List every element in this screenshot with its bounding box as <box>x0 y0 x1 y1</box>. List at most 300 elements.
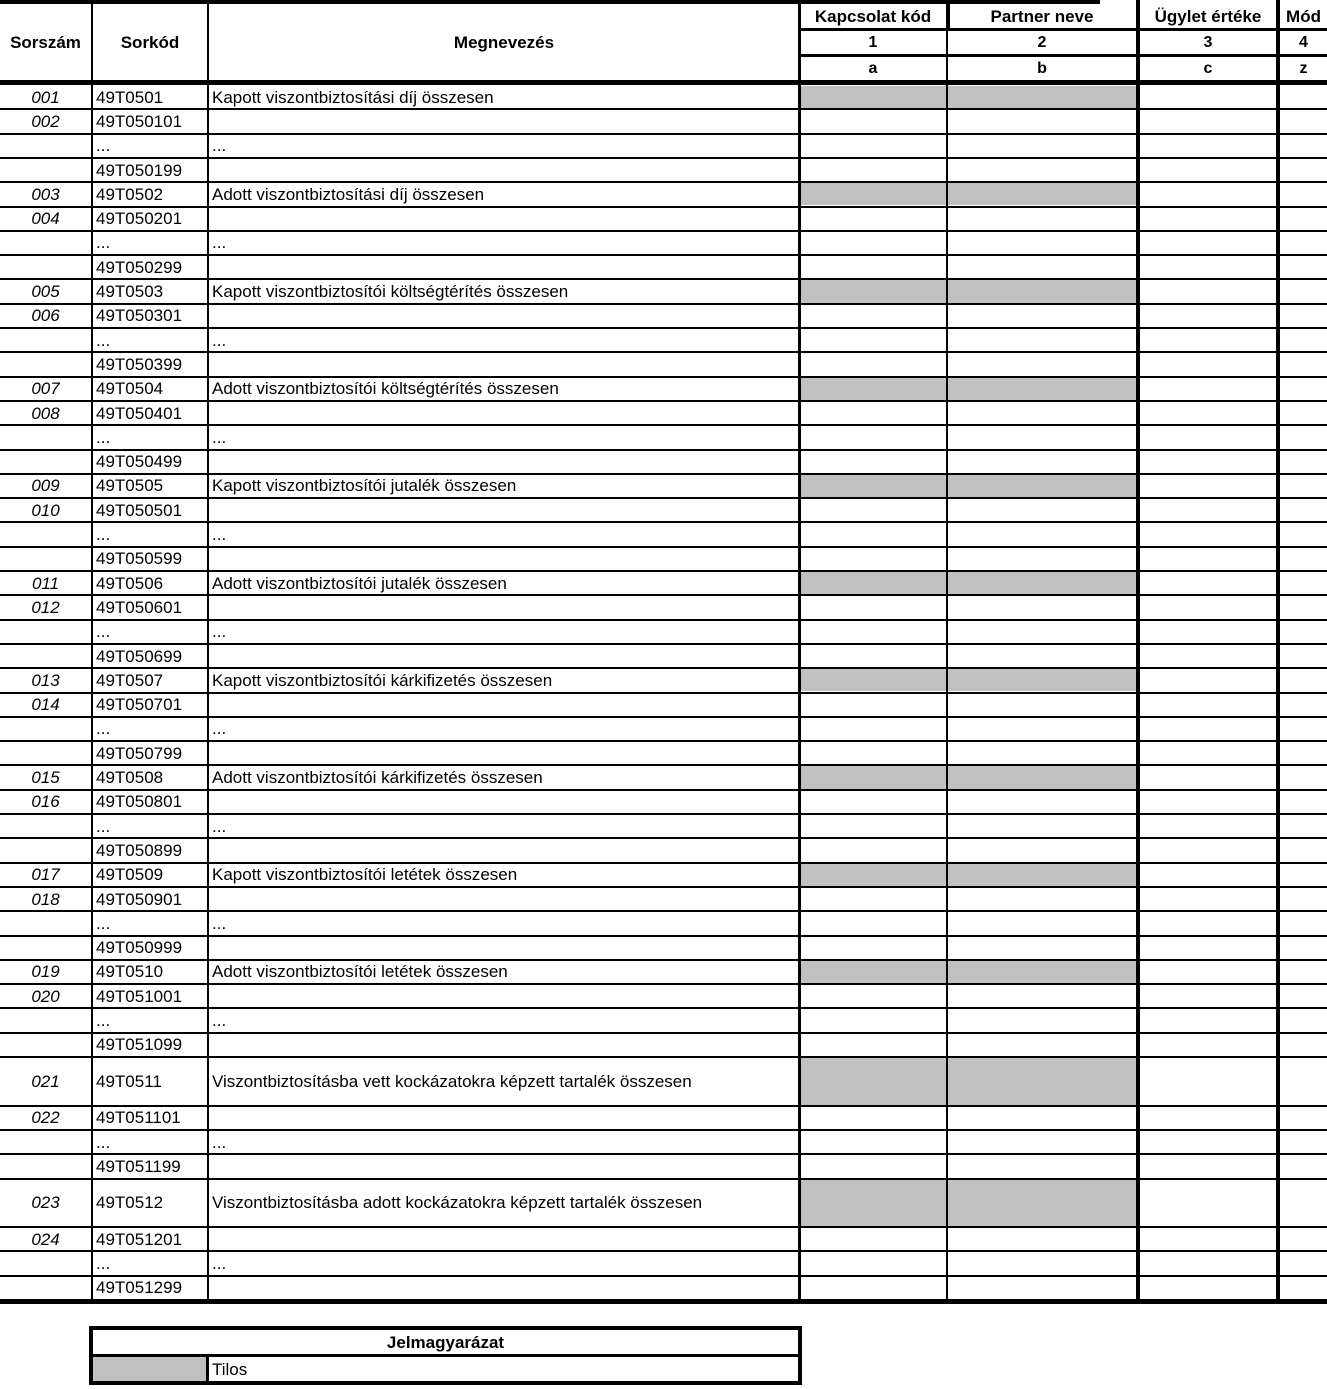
value-cell[interactable] <box>1278 232 1327 254</box>
header-sorszam: Sorszám <box>10 32 81 52</box>
value-cell[interactable] <box>800 402 946 424</box>
header-kapcsolat-kod: Kapcsolat kód <box>814 6 932 26</box>
value-cell[interactable] <box>1278 1277 1327 1299</box>
value-cell[interactable] <box>1138 1180 1276 1227</box>
row-number <box>0 522 91 546</box>
legend-border <box>798 1326 802 1385</box>
row-code: 49T050301 <box>96 306 183 326</box>
forbidden-cell <box>800 1180 946 1227</box>
value-cell[interactable] <box>1278 718 1327 740</box>
value-cell[interactable] <box>1278 596 1327 618</box>
value-cell[interactable] <box>800 256 946 278</box>
column-rule <box>946 4 950 28</box>
forbidden-cell <box>800 766 946 788</box>
value-cell[interactable] <box>948 839 1136 861</box>
row-code: 49T050901 <box>96 889 183 909</box>
value-cell[interactable] <box>1138 912 1276 934</box>
row-number: 005 <box>31 282 60 302</box>
value-cell[interactable] <box>1278 329 1327 351</box>
row-number: 023 <box>31 1193 60 1213</box>
value-cell[interactable] <box>800 694 946 716</box>
value-cell[interactable] <box>1138 208 1276 230</box>
row-number: 003 <box>31 184 60 204</box>
row-name <box>209 498 799 522</box>
value-cell[interactable] <box>1278 791 1327 813</box>
value-cell[interactable] <box>1278 766 1327 788</box>
value-cell[interactable] <box>1278 451 1327 473</box>
value-cell[interactable] <box>948 888 1136 910</box>
row-name <box>209 1154 799 1178</box>
row-name <box>209 450 799 474</box>
row-code: ... <box>96 525 111 545</box>
value-cell[interactable] <box>800 985 946 1007</box>
row-code: ... <box>96 1254 111 1274</box>
row-code: 49T050299 <box>96 257 183 277</box>
value-cell[interactable] <box>1278 378 1327 400</box>
value-cell[interactable] <box>1138 1131 1276 1153</box>
value-cell[interactable] <box>1138 937 1276 959</box>
value-cell[interactable] <box>1278 1009 1327 1031</box>
row-code: ... <box>96 913 111 933</box>
value-cell[interactable] <box>1278 159 1327 181</box>
value-cell[interactable] <box>1138 86 1276 108</box>
value-cell[interactable] <box>948 1107 1136 1129</box>
value-cell[interactable] <box>800 1131 946 1153</box>
value-cell[interactable] <box>948 329 1136 351</box>
value-cell[interactable] <box>1138 596 1276 618</box>
value-cell[interactable] <box>1138 645 1276 667</box>
row-name: Adott viszontbiztosítói kárkifizetés összesen <box>212 768 543 788</box>
value-cell[interactable] <box>1138 232 1276 254</box>
row-code: ... <box>96 622 111 642</box>
row-number: 017 <box>31 865 60 885</box>
row-name: Kapott viszontbiztosítói költségtérítés összesen <box>212 282 569 302</box>
row-name: Kapott viszontbiztosítói jutalék összesen <box>212 476 517 496</box>
value-cell[interactable] <box>948 159 1136 181</box>
value-cell[interactable] <box>1278 815 1327 837</box>
forbidden-cell <box>800 961 946 983</box>
value-cell[interactable] <box>1278 669 1327 691</box>
header-rule <box>800 28 1327 31</box>
forbidden-cell <box>948 1180 1136 1227</box>
value-cell[interactable] <box>948 451 1136 473</box>
value-cell[interactable] <box>1138 548 1276 570</box>
value-cell[interactable] <box>948 256 1136 278</box>
row-name <box>209 693 799 717</box>
value-cell[interactable] <box>1278 1155 1327 1177</box>
row-number: 018 <box>31 889 60 909</box>
row-number: 014 <box>31 695 60 715</box>
value-cell[interactable] <box>1278 256 1327 278</box>
value-cell[interactable] <box>948 1252 1136 1274</box>
legend-swatch <box>93 1357 206 1381</box>
value-cell[interactable] <box>948 305 1136 327</box>
value-cell[interactable] <box>800 523 946 545</box>
value-cell[interactable] <box>800 305 946 327</box>
row-name: Kapott viszontbiztosítási díj összesen <box>212 87 494 107</box>
row-code: 49T050399 <box>96 354 183 374</box>
row-name: Kapott viszontbiztosítói letétek összesen <box>212 865 518 885</box>
value-cell[interactable] <box>948 815 1136 837</box>
value-cell[interactable] <box>1138 378 1276 400</box>
value-cell[interactable] <box>1138 864 1276 886</box>
row-number: 020 <box>31 986 60 1006</box>
value-cell[interactable] <box>948 548 1136 570</box>
row-number <box>0 1276 91 1300</box>
value-cell[interactable] <box>800 815 946 837</box>
value-cell[interactable] <box>800 937 946 959</box>
value-cell[interactable] <box>1138 110 1276 132</box>
header-col-letter: z <box>1299 60 1308 77</box>
row-number <box>0 352 91 376</box>
value-cell[interactable] <box>1278 475 1327 497</box>
row-number: 009 <box>31 476 60 496</box>
value-cell[interactable] <box>1278 110 1327 132</box>
value-cell[interactable] <box>948 718 1136 740</box>
value-cell[interactable] <box>1278 280 1327 302</box>
value-cell[interactable] <box>1278 888 1327 910</box>
value-cell[interactable] <box>800 912 946 934</box>
value-cell[interactable] <box>1278 621 1327 643</box>
row-name: Kapott viszontbiztosítói kárkifizetés összesen <box>212 670 553 690</box>
value-cell[interactable] <box>800 1228 946 1250</box>
value-cell[interactable] <box>1138 1058 1276 1105</box>
value-cell[interactable] <box>948 499 1136 521</box>
row-name <box>209 838 799 862</box>
value-cell[interactable] <box>948 353 1136 375</box>
value-cell[interactable] <box>948 523 1136 545</box>
value-cell[interactable] <box>948 985 1136 1007</box>
header-sorkod: Sorkód <box>120 32 180 52</box>
value-cell[interactable] <box>948 1277 1136 1299</box>
value-cell[interactable] <box>1278 694 1327 716</box>
row-code: ... <box>96 816 111 836</box>
value-cell[interactable] <box>1138 742 1276 764</box>
value-cell[interactable] <box>1138 572 1276 594</box>
forbidden-cell <box>948 669 1136 691</box>
row-number: 016 <box>31 792 60 812</box>
value-cell[interactable] <box>948 621 1136 643</box>
row-name <box>209 352 799 376</box>
row-name <box>209 1106 799 1130</box>
value-cell[interactable] <box>800 135 946 157</box>
value-cell[interactable] <box>800 548 946 570</box>
row-code: 49T050799 <box>96 743 183 763</box>
value-cell[interactable] <box>1278 839 1327 861</box>
value-cell[interactable] <box>800 353 946 375</box>
value-cell[interactable] <box>800 329 946 351</box>
value-cell[interactable] <box>1138 1034 1276 1056</box>
row-number: 024 <box>31 1229 60 1249</box>
row-code: 49T050999 <box>96 938 183 958</box>
value-cell[interactable] <box>1138 135 1276 157</box>
value-cell[interactable] <box>1278 572 1327 594</box>
value-cell[interactable] <box>1138 426 1276 448</box>
value-cell[interactable] <box>1278 548 1327 570</box>
value-cell[interactable] <box>948 1009 1136 1031</box>
row-code: 49T050501 <box>96 500 183 520</box>
value-cell[interactable] <box>800 208 946 230</box>
value-cell[interactable] <box>800 451 946 473</box>
value-cell[interactable] <box>800 232 946 254</box>
row-number: 019 <box>31 962 60 982</box>
value-cell[interactable] <box>800 645 946 667</box>
row-name: Adott viszontbiztosítói jutalék összesen <box>212 573 507 593</box>
value-cell[interactable] <box>1278 937 1327 959</box>
value-cell[interactable] <box>1278 353 1327 375</box>
forbidden-cell <box>800 86 946 108</box>
legend-title: Jelmagyarázat <box>386 1332 505 1352</box>
column-rule <box>1276 0 1280 1304</box>
value-cell[interactable] <box>800 596 946 618</box>
value-cell[interactable] <box>1138 305 1276 327</box>
column-rule <box>1136 0 1140 1304</box>
legend-border <box>89 1381 802 1385</box>
row-name: ... <box>212 622 227 642</box>
row-name <box>209 741 799 765</box>
row-number: 004 <box>31 209 60 229</box>
value-cell[interactable] <box>948 645 1136 667</box>
value-cell[interactable] <box>948 1034 1136 1056</box>
header-ugylet-erteke: Ügylet értéke <box>1154 6 1262 26</box>
row-number <box>0 838 91 862</box>
value-cell[interactable] <box>1278 1180 1327 1227</box>
row-number <box>0 158 91 182</box>
value-cell[interactable] <box>948 912 1136 934</box>
forbidden-cell <box>948 378 1136 400</box>
value-cell[interactable] <box>1278 1107 1327 1129</box>
row-name: ... <box>212 525 227 545</box>
value-cell[interactable] <box>1138 1009 1276 1031</box>
value-cell[interactable] <box>1278 1034 1327 1056</box>
value-cell[interactable] <box>1138 1155 1276 1177</box>
value-cell[interactable] <box>1138 329 1276 351</box>
row-name <box>209 207 799 231</box>
value-cell[interactable] <box>800 1155 946 1177</box>
value-cell[interactable] <box>1138 499 1276 521</box>
row-name: Viszontbiztosításba adott kockázatokra képzett tartalék összesen <box>212 1193 703 1213</box>
header-top-rule <box>0 0 1100 4</box>
row-number: 002 <box>31 111 60 131</box>
row-code: 49T0506 <box>96 573 164 593</box>
value-cell[interactable] <box>1138 451 1276 473</box>
value-cell[interactable] <box>1138 1228 1276 1250</box>
row-number <box>0 741 91 765</box>
row-code: ... <box>96 719 111 739</box>
header-rule <box>800 54 1327 57</box>
row-name: Adott viszontbiztosítói letétek összesen <box>212 962 508 982</box>
value-cell[interactable] <box>948 1155 1136 1177</box>
header-col-number: 4 <box>1299 34 1308 51</box>
value-cell[interactable] <box>1278 961 1327 983</box>
row-number: 006 <box>31 306 60 326</box>
forbidden-cell <box>948 766 1136 788</box>
row-name <box>209 109 799 133</box>
value-cell[interactable] <box>1278 985 1327 1007</box>
value-cell[interactable] <box>1138 402 1276 424</box>
forbidden-cell <box>800 864 946 886</box>
row-name <box>209 1227 799 1251</box>
row-code: 49T050101 <box>96 111 183 131</box>
value-cell[interactable] <box>1138 256 1276 278</box>
row-name <box>209 1276 799 1300</box>
value-cell[interactable] <box>1138 961 1276 983</box>
forbidden-cell <box>800 1058 946 1105</box>
row-code: 49T0501 <box>96 87 164 107</box>
value-cell[interactable] <box>948 426 1136 448</box>
row-number <box>0 814 91 838</box>
row-name <box>209 790 799 814</box>
row-code: 49T0502 <box>96 184 164 204</box>
value-cell[interactable] <box>1138 353 1276 375</box>
row-number <box>0 936 91 960</box>
value-cell[interactable] <box>1278 135 1327 157</box>
value-cell[interactable] <box>1278 523 1327 545</box>
value-cell[interactable] <box>1138 280 1276 302</box>
row-number <box>0 547 91 571</box>
value-cell[interactable] <box>1138 159 1276 181</box>
value-cell[interactable] <box>1278 499 1327 521</box>
value-cell[interactable] <box>1278 645 1327 667</box>
row-name: ... <box>212 913 227 933</box>
value-cell[interactable] <box>948 402 1136 424</box>
row-code: 49T0507 <box>96 670 164 690</box>
value-cell[interactable] <box>800 499 946 521</box>
value-cell[interactable] <box>800 1009 946 1031</box>
value-cell[interactable] <box>1138 985 1276 1007</box>
row-number <box>0 717 91 741</box>
row-code: ... <box>96 1132 111 1152</box>
value-cell[interactable] <box>1138 523 1276 545</box>
row-name <box>209 984 799 1008</box>
row-code: ... <box>96 233 111 253</box>
value-cell[interactable] <box>948 937 1136 959</box>
value-cell[interactable] <box>800 159 946 181</box>
column-rule <box>798 0 801 1304</box>
header-megnevezes: Megnevezés <box>453 32 555 52</box>
value-cell[interactable] <box>1278 1228 1327 1250</box>
value-cell[interactable] <box>948 135 1136 157</box>
value-cell[interactable] <box>1278 742 1327 764</box>
header-col-letter: c <box>1203 60 1213 77</box>
row-number <box>0 620 91 644</box>
forbidden-cell <box>800 572 946 594</box>
value-cell[interactable] <box>800 1252 946 1274</box>
forbidden-cell <box>948 864 1136 886</box>
row-code: 49T051099 <box>96 1035 183 1055</box>
forbidden-cell <box>948 280 1136 302</box>
header-col-number: 1 <box>868 34 878 51</box>
row-code: ... <box>96 1011 111 1031</box>
value-cell[interactable] <box>800 791 946 813</box>
value-cell[interactable] <box>1278 208 1327 230</box>
value-cell[interactable] <box>1138 1277 1276 1299</box>
value-cell[interactable] <box>1138 694 1276 716</box>
row-name: Adott viszontbiztosítói költségtérítés összesen <box>212 379 559 399</box>
value-cell[interactable] <box>1138 766 1276 788</box>
value-cell[interactable] <box>800 110 946 132</box>
value-cell[interactable] <box>1278 1058 1327 1105</box>
value-cell[interactable] <box>948 1131 1136 1153</box>
value-cell[interactable] <box>800 1277 946 1299</box>
value-cell[interactable] <box>1278 86 1327 108</box>
value-cell[interactable] <box>800 426 946 448</box>
value-cell[interactable] <box>948 232 1136 254</box>
row-name <box>209 1033 799 1057</box>
value-cell[interactable] <box>1278 183 1327 205</box>
row-number <box>0 644 91 668</box>
forbidden-cell <box>948 961 1136 983</box>
value-cell[interactable] <box>1278 305 1327 327</box>
value-cell[interactable] <box>948 208 1136 230</box>
value-cell[interactable] <box>1138 815 1276 837</box>
row-code: 49T051199 <box>96 1156 181 1176</box>
value-cell[interactable] <box>1138 1107 1276 1129</box>
value-cell[interactable] <box>1138 475 1276 497</box>
row-code: 49T0505 <box>96 476 164 496</box>
row-code: 49T051299 <box>96 1278 183 1298</box>
row-number <box>0 1251 91 1275</box>
value-cell[interactable] <box>1278 426 1327 448</box>
column-rule <box>946 28 948 1304</box>
value-cell[interactable] <box>948 596 1136 618</box>
value-cell[interactable] <box>800 742 946 764</box>
value-cell[interactable] <box>1138 621 1276 643</box>
row-number: 011 <box>31 573 60 593</box>
value-cell[interactable] <box>1278 402 1327 424</box>
value-cell[interactable] <box>1278 864 1327 886</box>
row-name <box>209 304 799 328</box>
row-name: ... <box>212 427 227 447</box>
value-cell[interactable] <box>800 1107 946 1129</box>
row-name: ... <box>212 233 227 253</box>
row-code: 49T0509 <box>96 865 164 885</box>
value-cell[interactable] <box>800 888 946 910</box>
row-code: 49T051101 <box>96 1108 181 1128</box>
row-code: 49T0511 <box>96 1071 162 1091</box>
row-code: 49T0510 <box>96 962 164 982</box>
value-cell[interactable] <box>1138 791 1276 813</box>
value-cell[interactable] <box>1138 669 1276 691</box>
row-code: 49T051201 <box>96 1229 183 1249</box>
forbidden-cell <box>948 183 1136 205</box>
value-cell[interactable] <box>1278 1252 1327 1274</box>
value-cell[interactable] <box>800 839 946 861</box>
value-cell[interactable] <box>1138 718 1276 740</box>
value-cell[interactable] <box>948 1228 1136 1250</box>
value-cell[interactable] <box>948 791 1136 813</box>
row-code: 49T0503 <box>96 282 164 302</box>
value-cell[interactable] <box>800 621 946 643</box>
row-name: Adott viszontbiztosítási díj összesen <box>212 184 485 204</box>
value-cell[interactable] <box>1138 839 1276 861</box>
value-cell[interactable] <box>948 110 1136 132</box>
row-name: ... <box>212 816 227 836</box>
value-cell[interactable] <box>1138 888 1276 910</box>
value-cell[interactable] <box>1138 1252 1276 1274</box>
value-cell[interactable] <box>1138 183 1276 205</box>
value-cell[interactable] <box>800 718 946 740</box>
value-cell[interactable] <box>948 742 1136 764</box>
value-cell[interactable] <box>800 1034 946 1056</box>
value-cell[interactable] <box>948 694 1136 716</box>
value-cell[interactable] <box>1278 912 1327 934</box>
row-number: 022 <box>31 1108 60 1128</box>
column-rule <box>91 0 93 1304</box>
forbidden-cell <box>948 475 1136 497</box>
value-cell[interactable] <box>1278 1131 1327 1153</box>
row-code: 49T050699 <box>96 646 183 666</box>
